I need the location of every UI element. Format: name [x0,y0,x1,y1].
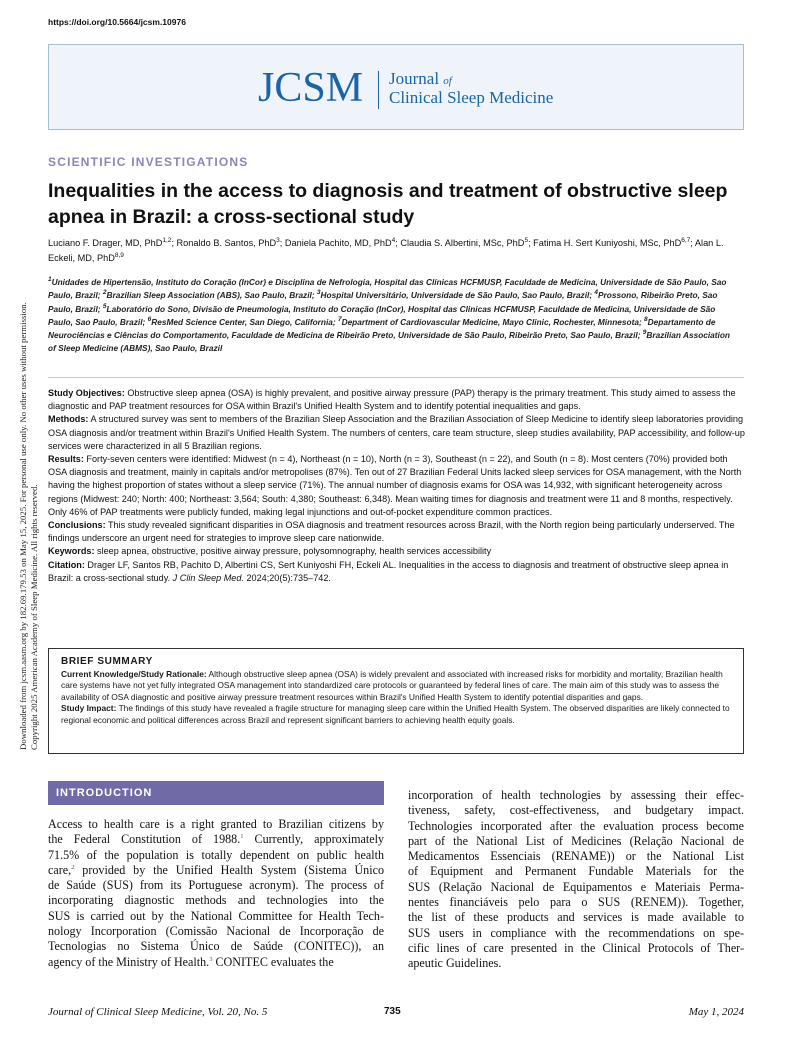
affiliation-text: Departamento de Neurociências e Ciências do Comportamento, Faculdade de Medicina de Ribeirão Preto, Universidade de São Paulo, Ribeirão Preto, Sao Paulo, Brazil; [48,316,716,341]
abstract-results-text: Forty-seven centers were identified: Midwest (n = 4), Northeast (n = 10), North (n = 3), Southeast (n = 22), and South (n = 8). Most centers (70%) provided both OSA diagnosis and treatment, mainly in capitals and/or metropolises (87%). Ten out of 27 Brazilian Federal Units lacked sleep services for OSA management, with the North having the highest proportion of states without a sleep service (71%). The annual number of diagnosis exams for OSA was 14,932, with significant heterogeneity across regions (Midwest: 240; North: 400; Northeast: 3,564; South: 4,380; Southeast: 6,348). Mean waiting times for diagnosis and treatment were 11 and 8 months, respectively. Only 46% of PAP treatments were publicly funded, making legal injunctions and out-of-pocket expenditure common practices. [48,454,742,517]
footer-journal: Journal of Clinical Sleep Medicine, Vol. 20, No. 5 [48,1006,268,1018]
affiliation-text: Laboratório do Sono, Divisão de Pneumologia, Instituto do Coração (InCor), Hospital das Clinicas HCFMUSP, Faculdade de Medicina, Universidade de São Paulo, Sao Paulo, Brazil; [48,303,716,327]
abstract-results [48,453,748,519]
affiliation-text: Hospital Universitário, Universidade de São Paulo, Sao Paulo, Brazil; [320,290,595,301]
journal-of-word: of [443,75,452,87]
journal-banner [48,44,744,130]
brief-summary-rationale [61,669,731,703]
abstract-methods [48,413,748,453]
body-text-line [408,910,744,925]
abstract-citation-label: Citation: [48,559,85,570]
body-text: SUS is carried out by the National Committee for Health Tech- [48,908,384,923]
download-notice-line: Copyright 2025 American Academy of Sleep Medicine. All rights reserved. [28,484,39,750]
abstract-citation-volume: 2024;20(5):735–742. [243,572,331,583]
abstract-objectives [48,387,748,413]
body-text: incorporation of health technologies by assessing their effec- [408,788,744,802]
affiliation-number: 3 [316,289,321,297]
author-name: Alan L. Eckeli, MD, PhD [48,238,724,263]
affiliation-number: 9 [642,329,647,337]
abstract-conclusions-text: This study revealed significant disparities in OSA diagnosis and treatment resources across Brazil, with the North region being particularly underserved. The findings underscore an urgent need for strategies to improve sleep care nationwide. [48,520,735,544]
body-column-left [48,817,384,970]
journal-word: Journal [389,69,440,88]
body-text: apeutic Guidelines. [408,956,502,971]
body-text-line [408,895,744,910]
body-text: part of the National List of Medicines (Relação Nacional de [408,833,744,848]
author-name: Daniela Pachito, MD, PhD [284,238,392,248]
journal-name-line2: Clinical Sleep Medicine [389,88,554,107]
author-name: Claudia S. Albertini, MSc, PhD [400,238,525,248]
abstract-citation-text: Drager LF, Santos RB, Pachito D, Albertini CS, Sert Kuniyoshi FH, Eckeli AL. Inequalities in the access to diagnosis and treatment of obstructive sleep apnea in Brazil: a cross-sectional study. [48,559,729,583]
brief-summary-impact-label: Study Impact: [61,703,117,714]
download-notice-text [18,302,39,750]
brief-summary-impact-text: The findings of this study have revealed a fragile structure for managing sleep care within the Unified Health System. The observed disparities are likely connected to regional economic and political differences across Brazil and represent significant barriers to achieving health equity goals. [61,703,730,725]
body-text-line [408,819,744,834]
affiliation-list [48,276,738,356]
body-text: agency of the Ministry of Health. [48,954,210,969]
body-text-line [48,939,384,954]
affiliation-text: Department of Cardiovascular Medicine, Mayo Clinic, Rochester, Minnesota; [341,316,645,327]
body-text: the Federal Constitution of 1988. [48,832,241,847]
body-text-line [48,863,384,878]
author-affil-ref: 5 [524,236,529,244]
author-affil-ref: 6,7 [681,236,691,244]
abstract-divider [48,377,744,378]
download-notice [18,302,39,760]
author-affil-ref: 3 [276,236,280,244]
abstract-conclusions [48,519,748,545]
affiliation-number: 7 [337,316,342,324]
body-text-line [408,788,744,803]
author-name: Fatima H. Sert Kuniyoshi, MSc, PhD [533,238,682,248]
author-name: Luciano F. Drager, MD, PhD [48,238,163,248]
journal-name-line1 [389,70,452,87]
abstract-keywords-label: Keywords: [48,546,95,557]
reference-link[interactable]: 2 [71,863,75,871]
abstract-keywords-text: sleep apnea, obstructive, positive airway pressure, polysomnography, health services accessibility [97,546,492,557]
body-text: nology Incorporation (Comissão Nacional de Incorporação de [48,924,384,939]
affiliation-number: 1 [48,276,52,284]
abstract-objectives-label: Study Objectives: [48,388,125,398]
body-text-line [48,832,384,847]
doi-link[interactable]: https://doi.org/10.5664/jcsm.10976 [48,17,186,27]
body-text-line [408,864,744,879]
affiliation-number: 5 [102,302,107,310]
brief-summary-title: BRIEF SUMMARY [61,656,153,667]
body-text-line [48,909,384,924]
body-text-line [48,924,384,939]
download-notice-line: Downloaded from jcsm.aasm.org by 182.69.179.53 on May 15, 2025. For personal use only. No other uses without permission. [18,302,28,750]
abstract-conclusions-label: Conclusions: [48,520,106,531]
body-text: the list of these products and services is made available to [408,910,744,925]
author-affil-ref: 4 [391,236,396,244]
article-title: Inequalities in the access to diagnosis and treatment of obstructive sleep apnea in Brazil: a cross-sectional study [48,180,728,228]
abstract [48,387,748,585]
body-text-line [408,834,744,849]
body-text-line [408,956,744,971]
affiliation-number: 2 [102,289,107,297]
author-list: Luciano F. Drager, MD, PhD$^{1,2}$; Ronaldo B. Santos, PhD$^3$; Daniela Pachito, MD, PhD$^4$; Claudia S. Albertini, MSc, PhD$^5$; Fatima H. Sert Kuniyoshi, MSc, PhD$^{6,7}$; Alan L. Eckeli, MD, PhD$^{8,9}$ [48,236,724,263]
author-affil-ref: 8,9 [114,251,124,259]
author-name: Ronaldo B. Santos, PhD [176,238,277,248]
affiliation-text: Brazilian Sleep Association (ABS), Sao Paulo, Brazil; [106,290,317,301]
affiliation-text: Brazilian Association of Sleep Medicine (ABMS), Sao Paulo, Brazil [48,330,730,354]
affiliation-text: Prossono, Ribeirão Preto, Sao Paulo, Brazil; [48,290,718,314]
abstract-methods-label: Methods: [48,414,89,425]
abstract-citation [48,559,748,585]
body-text: cific lines of care presented in the Clinical Protocols of Ther- [408,940,744,955]
abstract-keywords [48,545,748,558]
body-text: SUS (Relação Nacional de Equipamentos e Materiais Perma- [408,879,744,894]
affiliation-number: 4 [594,289,599,297]
affiliation-text: ResMed Science Center, San Diego, California; [151,316,338,327]
body-text: SUS users in compliance with the recommendations on spe- [408,925,744,940]
body-text: of Equipment and Permanent Fundable Materials for the [408,864,744,879]
body-text: CONITEC evaluates the [212,954,334,969]
brief-summary-box [48,648,744,754]
reference-link[interactable]: 1 [240,833,244,841]
body-text-line [48,878,384,893]
section-label: SCIENTIFIC INVESTIGATIONS [48,155,249,169]
brief-summary-rationale-text: Although obstructive sleep apnea (OSA) is widely prevalent and associated with increased risks for morbidity and mortality, Brazilian health care systems have not yet fully integrated OSA management into standardized care protocols or guaranteed by federal lines of care. The main aim of this study was to assess the availability of OSA diagnostic and positive airway pressure treatment resources within Brazil's Unified Health System to identify potential disparities and gaps. [61,669,723,702]
body-text-line [48,893,384,908]
body-text-line [408,880,744,895]
body-text: incorporating diagnostic methods and technologies into the [48,893,384,908]
body-text: de Saúde (SUS) from its Portuguese acronym). The process of [48,878,384,893]
affiliation-number: 6 [147,316,152,324]
body-text: Medicamentos Essenciais (RENAME)) or the National List [408,849,744,864]
body-text-line [48,848,384,863]
body-text-line [48,817,384,832]
abstract-objectives-text: Obstructive sleep apnea (OSA) is highly prevalent, and positive airway pressure (PAP) therapy is the primary treatment. This study aimed to assess the diagnostic and PAP treatment resources for OSA within Brazil's Unified Health System and to identify potential inequalities and gaps. [48,388,736,412]
body-text: provided by the Unified Health System (Sistema Único [74,862,384,877]
body-text: Access to health care is a right granted to Brazilian citizens by [48,817,384,831]
page-number: 735 [384,1006,401,1017]
body-text: tiveness, safety, cost-effectiveness, and budgetary impact. [408,803,744,818]
body-text: Tecnologias no Sistema Único de Saúde (CONITEC)), an [48,939,384,954]
logo-divider [378,71,379,109]
body-column-right [408,788,744,972]
body-text: Technologies incorporated after the evaluation process become [408,818,744,833]
body-text-line [408,941,744,956]
body-text-line [408,803,744,818]
body-text: 71.5% of the population is totally dependent on public health [48,847,384,862]
abstract-citation-journal: J Clin Sleep Med. [172,572,244,583]
body-text-line [48,955,384,970]
body-text: Currently, approximately [243,832,384,847]
abstract-results-label: Results: [48,454,84,465]
affiliation-number: 8 [644,316,648,324]
reference-link[interactable]: 3 [209,955,213,963]
introduction-heading: INTRODUCTION [48,781,384,805]
affiliation-text: Unidades de Hipertensão, Instituto do Coração (InCor) e Disciplina de Nefrologia, Hospital das Clínicas HCFMUSP, Faculdade de Medicina, Universidade de São Paulo, Sao Paulo, Brazil; [48,277,727,301]
footer-date: May 1, 2024 [688,1006,744,1018]
brief-summary-impact [61,703,731,726]
body-text: care, [48,862,72,877]
brief-summary-rationale-label: Current Knowledge/Study Rationale: [61,669,207,679]
body-text-line [408,849,744,864]
journal-logo: JCSM [258,65,364,111]
body-text: nentes financiáveis pelo para o SUS (RENEM)). Together, [408,895,744,910]
abstract-methods-text: A structured survey was sent to members of the Brazilian Sleep Association and the Brazilian Association of Sleep Medicine to identify sleep laboratories providing OSA diagnosis and/or treatment within Brazil's Unified Health System. The numbers of centers, care team structure, sleep studies availability, PAP accessibility, and follow-up services were characterized in all 5 Brazilian regions. [48,414,745,451]
author-affil-ref: 1,2 [162,236,172,244]
body-text-line [408,926,744,941]
